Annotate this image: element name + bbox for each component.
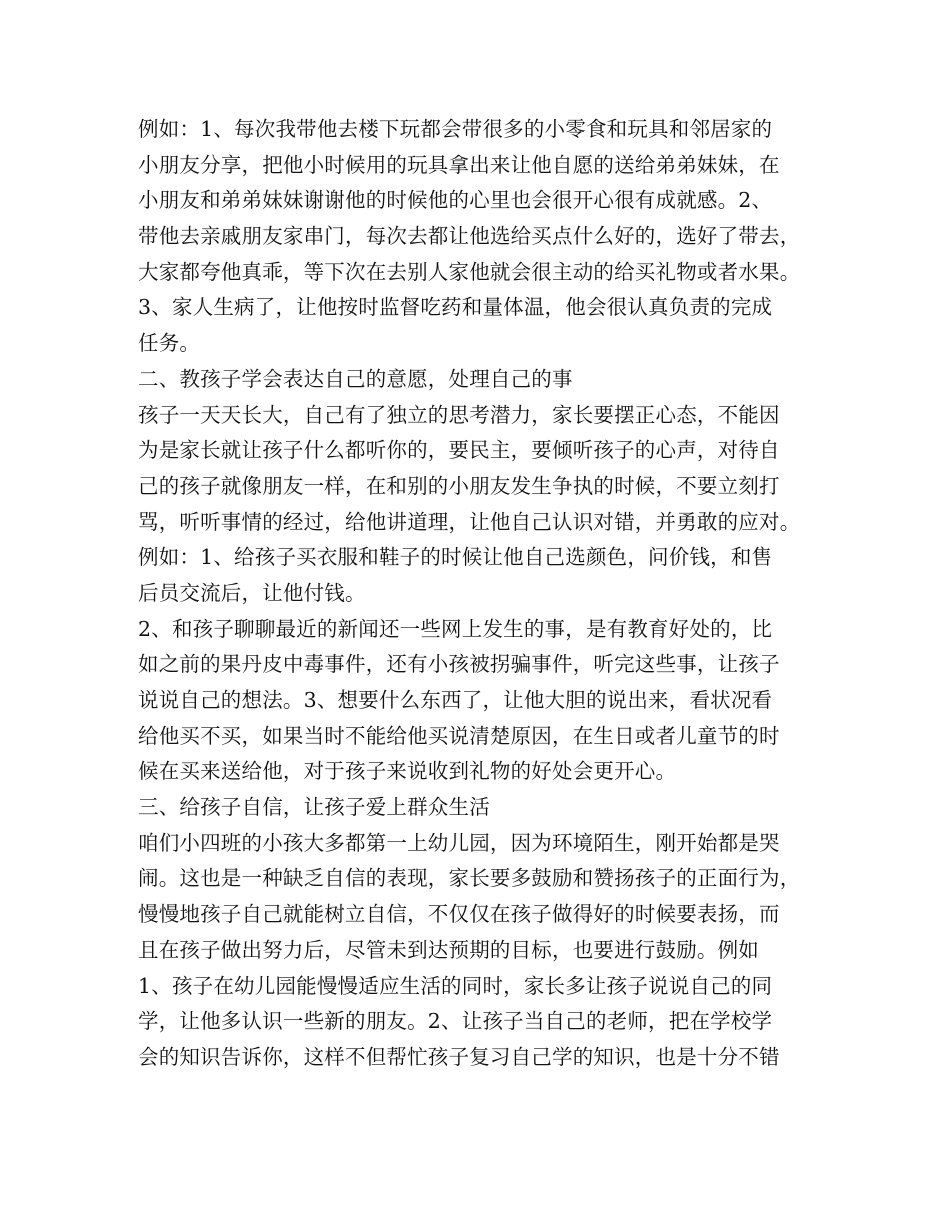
text-line: 慢慢地孩子自己就能树立自信，不仅仅在孩子做得好的时候要表扬，而 [138,902,780,927]
text-line: 候在买来送给他，对于孩子来说收到礼物的好处会更开心。 [138,759,677,784]
text-line: 会的知识告诉你，这样不但帮忙孩子复习自己学的知识，也是十分不错 [138,1044,780,1069]
text-line: 2、和孩子聊聊最近的新闻还一些网上发生的事，是有教育好处的，比 [138,616,773,641]
text-line: 例如：1、每次我带他去楼下玩都会带很多的小零食和玩具和邻居家的 [138,117,773,141]
text-line: 骂，听听事情的经过，给他讲道理，让他自己认识对错，并勇敢的应对。 [138,509,801,534]
text-line: 给他买不买，如果当时不能给他买说清楚原因，在生日或者儿童节的时 [138,723,780,748]
section-heading: 二、教孩子学会表达自己的意愿，处理自己的事 [138,366,573,391]
text-line: 己的孩子就像朋友一样，在和别的小朋友发生争执的时候，不要立刻打 [138,473,780,498]
text-line: 小朋友和弟弟妹妹谢谢他的时候他的心里也会很开心很有成就感。2、 [138,188,773,213]
body-text [138,112,818,1076]
text-line: 说说自己的想法。3、想要什么东西了，让他大胆的说出来，看状况看 [138,688,773,712]
text-line: 例如：1、给孩子买衣服和鞋子的时候让他自己选颜色，问价钱，和售 [138,545,773,570]
text-line: 1、孩子在幼儿园能慢慢适应生活的同时，家长多让孩子说说自己的同 [138,973,773,998]
text-line: 如之前的果丹皮中毒事件，还有小孩被拐骗事件，听完这些事，让孩子 [138,652,780,677]
text-line: 且在孩子做出努力后，尽管未到达预期的目标，也要进行鼓励。例如 [138,937,759,962]
text-line: 为是家长就让孩子什么都听你的，要民主，要倾听孩子的心声，对待自 [138,438,780,463]
section-heading: 三、给孩子自信，让孩子爱上群众生活 [138,795,490,820]
text-line: 带他去亲戚朋友家串门，每次去都让他选给买点什么好的，选好了带去， [138,224,801,249]
text-line: 咱们小四班的小孩大多都第一上幼儿园，因为环境陌生，刚开始都是哭 [138,830,780,855]
text-line: 大家都夸他真乖，等下次在去别人家他就会很主动的给买礼物或者水果。 [138,259,801,284]
text-line: 孩子一天天长大，自己有了独立的思考潜力，家长要摆正心态，不能因 [138,402,780,427]
text-line: 闹。这也是一种缺乏自信的表现，家长要多鼓励和赞扬孩子的正面行为， [138,866,801,891]
text-line: 学，让他多认识一些新的朋友。2、让孩子当自己的老师，把在学校学 [138,1009,773,1034]
text-line: 任务。 [138,331,201,356]
text-line: 小朋友分享，把他小时候用的玩具拿出来让他自愿的送给弟弟妹妹，在 [138,152,780,177]
text-line: 3、家人生病了，让他按时监督吃药和量体温，他会很认真负责的完成 [138,295,773,320]
text-line: 后员交流后，让他付钱。 [138,580,366,605]
